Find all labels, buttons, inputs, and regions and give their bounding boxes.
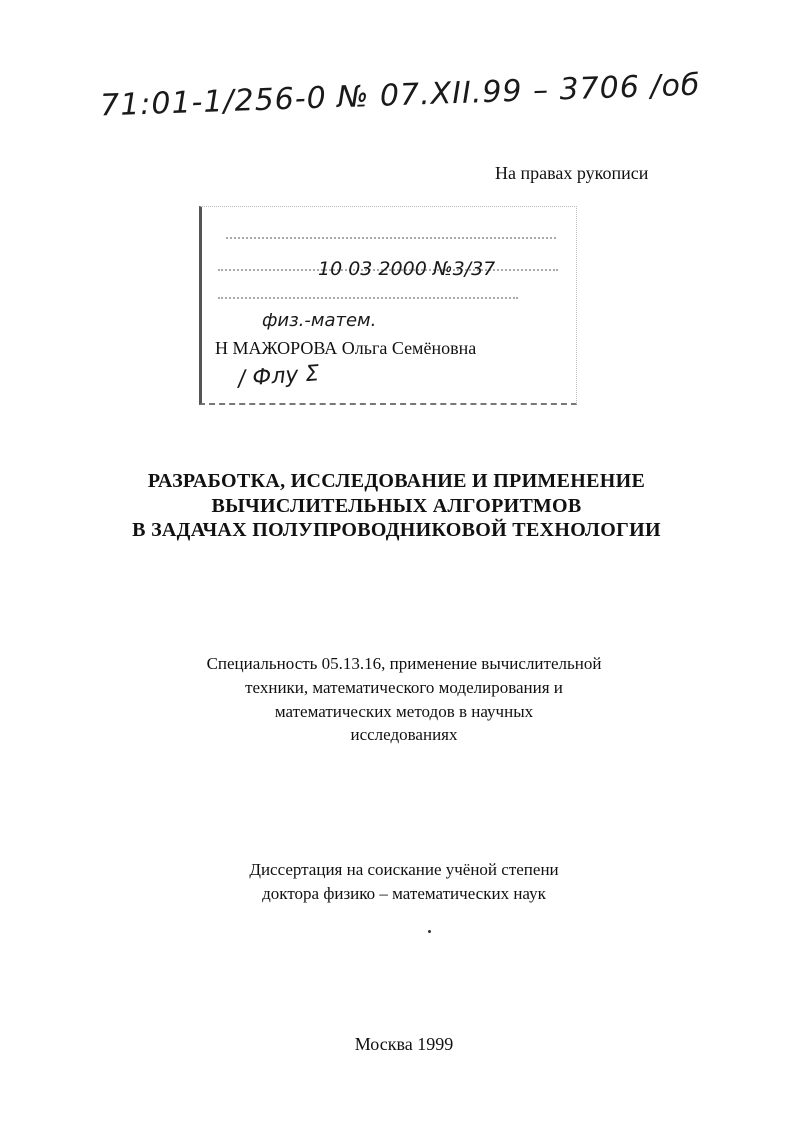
title-line-1: РАЗРАБОТКА, ИССЛЕДОВАНИЕ И ПРИМЕНЕНИЕ bbox=[147, 470, 646, 492]
scan-speck bbox=[428, 930, 431, 933]
stamp-signature: / Флу Σ bbox=[237, 361, 321, 392]
dissertation-line-1: Диссертация на соискание учёной степени bbox=[249, 860, 559, 879]
handwritten-catalog-number: 71:01-1/256-0 № 07.XII.99 – 3706 /об bbox=[99, 67, 701, 124]
specialty-line-1: Специальность 05.13.16, применение вычислительной bbox=[206, 654, 602, 673]
title-line-3: В ЗАДАЧАХ ПОЛУПРОВОДНИКОВОЙ ТЕХНОЛОГИИ bbox=[132, 519, 661, 541]
stamp-line bbox=[218, 297, 518, 300]
stamp-date: 10 03 2000 №3/37 bbox=[318, 258, 496, 280]
author-name: Н МАЖОРОВА Ольга Семёновна bbox=[215, 338, 477, 358]
specialty-line-4: исследованиях bbox=[350, 725, 458, 744]
city-year: Москва 1999 bbox=[354, 1034, 454, 1054]
specialty-line-2: техники, математического моделирования и bbox=[245, 678, 563, 697]
rights-notice: На правах рукописи bbox=[495, 163, 649, 183]
dissertation-line-2: доктора физико – математических наук bbox=[262, 884, 546, 903]
title-line-2: ВЫЧИСЛИТЕЛЬНЫХ АЛГОРИТМОВ bbox=[211, 495, 582, 517]
stamp-line bbox=[226, 237, 556, 240]
specialty-line-3: математических методов в научных bbox=[274, 702, 534, 721]
stamp-department: физ.-матем. bbox=[262, 310, 377, 331]
